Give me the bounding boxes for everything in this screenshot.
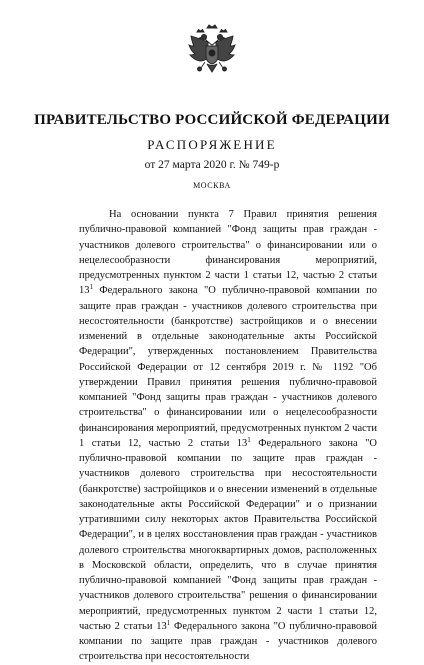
coat-of-arms-icon <box>187 22 237 80</box>
superscript: 1 <box>89 283 93 292</box>
order-type: РАСПОРЯЖЕНИЕ <box>147 137 277 152</box>
city: МОСКВА <box>193 181 231 190</box>
body-text-part: Федерального закона "О публично-правовой компании по защите прав граждан - участников долевого строительства при несостоятельности (банкротстве) застройщиков и о внесении изменений в отдельные законодательные акты Российской Федерации" и о признании утратившими силу некоторых актов Правительства Российской Федерации", и в целях восстановления прав граждан - участников долевого строительства многоквартирных домов, расположенных в Московской области, определить, что в случае принятия публично-правовой компанией "Фонд защиты прав граждан - участников долевого строительства" решения о финансировании мероприятий, предусмотренных пунктом 2 части 1 статьи 12, частью 2 статьи 13 <box>79 437 377 632</box>
order-date-number: от 27 марта 2020 г. № 749-р <box>144 159 280 171</box>
body-text-part: Федерального закона "О публично-правовой компании по защите прав граждан - участников долевого строительства при несостоятельности (банкротстве) застройщиков и о внесении изменений в отдельные законодательные акты Российской Федерации", утвержденных постановлением Правительства Российской Федерации от 12 сентября 2019 г. № 1192 "Об утверждении Правил принятия решения публично-правовой компанией "Фонд защиты прав граждан - участников долевого строительства" о финансировании или о нецелесообразности финансирования мероприятий, предусмотренных пунктом 2 части 1 статьи 12, частью 2 статьи 13 <box>79 285 377 449</box>
superscript: 1 <box>166 618 171 627</box>
superscript: 1 <box>247 435 251 444</box>
body-text-part: На основании пункта 7 Правил принятия решения публично-правовой компанией "Фонд защиты прав граждан - участников долевого строительства" о финансировании или о нецелесообразности финансирования мероприятий, предусмотренных пунктом 2 части 1 статьи 12, частью 2 статьи 13 <box>79 209 377 297</box>
order-body-text <box>79 207 377 665</box>
body-text-part: Федерального закона "О публично-правовой компании по защите прав граждан - участников долевого строительства при несостоятельности <box>79 620 377 663</box>
government-title: ПРАВИТЕЛЬСТВО РОССИЙСКОЙ ФЕДЕРАЦИИ <box>34 112 390 128</box>
